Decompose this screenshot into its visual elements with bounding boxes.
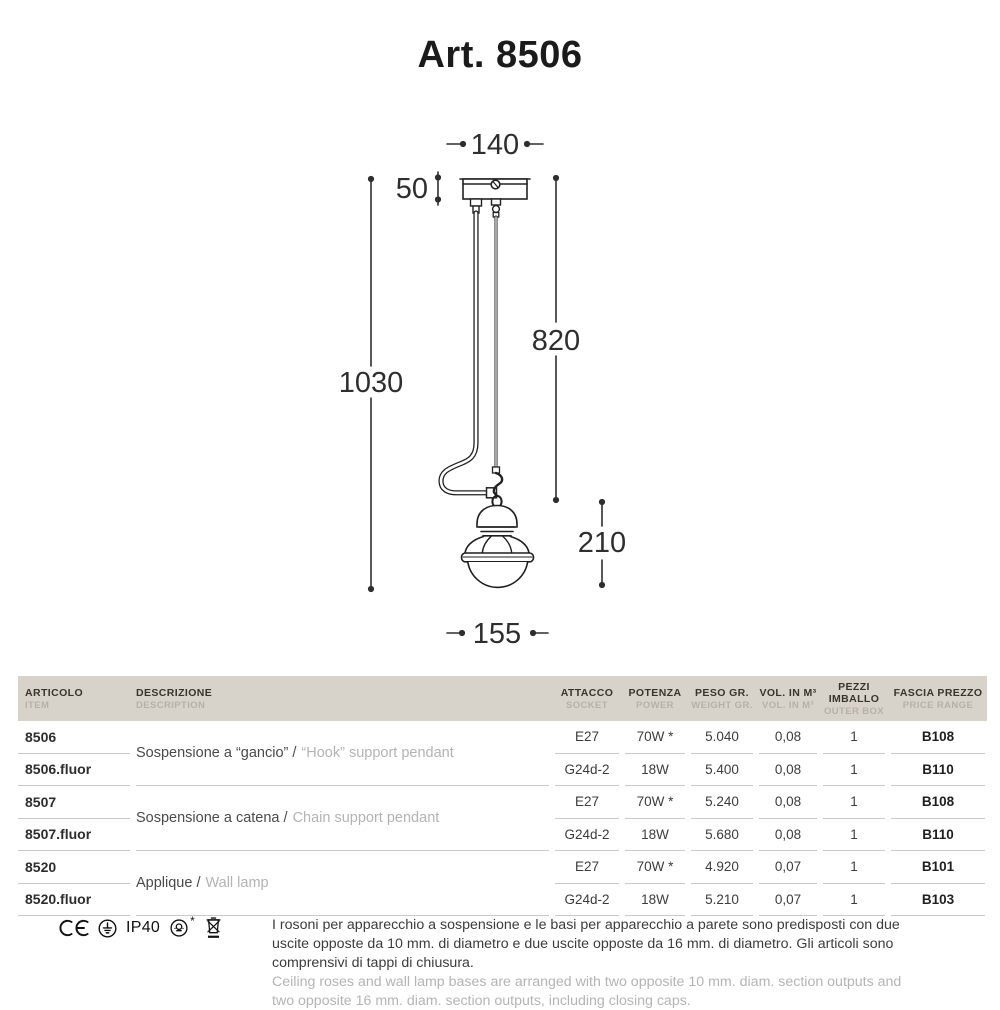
ce-mark-icon xyxy=(58,918,90,938)
class-i-earth-icon xyxy=(97,918,118,939)
header-descrizione: DESCRIZIONE DESCRIPTION xyxy=(136,687,213,711)
table-group xyxy=(18,721,987,786)
cable-drawing xyxy=(492,199,503,495)
item-code: 8507 xyxy=(18,786,130,819)
header-articolo: ARTICOLO ITEM xyxy=(25,687,84,711)
volume-value: 0,08 xyxy=(759,754,817,787)
header-attacco: ATTACCO SOCKET xyxy=(560,687,614,711)
svg-text:210: 210 xyxy=(577,527,627,559)
svg-text:820: 820 xyxy=(531,325,581,357)
weight-value: 5.210 xyxy=(691,884,753,917)
dimension-total-drop xyxy=(339,176,404,592)
price-range-value: B103 xyxy=(891,884,985,917)
header-volume: VOL. IN M³ VOL. IN M³ xyxy=(759,687,817,711)
dimension-lamp-height xyxy=(578,499,626,588)
weight-value: 5.040 xyxy=(691,721,753,754)
lamp-drawing xyxy=(462,496,534,587)
volume-value: 0,08 xyxy=(759,721,817,754)
socket-value: E27 xyxy=(555,786,619,819)
svg-text:155: 155 xyxy=(472,618,522,650)
socket-value: E27 xyxy=(555,721,619,754)
dimension-canopy-height xyxy=(396,172,441,205)
socket-value: E27 xyxy=(555,851,619,884)
volume-value: 0,08 xyxy=(759,786,817,819)
table-group xyxy=(18,786,987,851)
svg-text:1030: 1030 xyxy=(338,367,404,399)
svg-text:140: 140 xyxy=(470,129,520,161)
pieces-value: 1 xyxy=(823,884,885,917)
svg-text:50: 50 xyxy=(395,173,428,205)
price-range-value: B110 xyxy=(891,819,985,852)
technical-drawing xyxy=(320,100,650,660)
price-range-value: B108 xyxy=(891,786,985,819)
price-range-value: B108 xyxy=(891,721,985,754)
power-value: 70W * xyxy=(625,786,685,819)
canopy-drawing xyxy=(460,179,530,199)
weight-value: 5.680 xyxy=(691,819,753,852)
item-code: 8520 xyxy=(18,851,130,884)
power-value: 70W * xyxy=(625,721,685,754)
dimension-top-width xyxy=(447,129,543,161)
power-value: 18W xyxy=(625,754,685,787)
volume-value: 0,07 xyxy=(759,884,817,917)
header-fascia: FASCIA PREZZO PRICE RANGE xyxy=(893,687,983,711)
dimension-lamp-width xyxy=(447,618,548,650)
pieces-value: 1 xyxy=(823,721,885,754)
header-pezzi: PEZZI IMBALLO OUTER BOX xyxy=(823,681,885,717)
certification-row xyxy=(58,914,222,942)
note-italian: I rosoni per apparecchio a sospensione e le basi per apparecchio a parete sono predisposti con due uscite opposte da 10 mm. di diametro e due uscite opposte da 16 mm. di diametro. Gli articoli sono comprensivi di tappi di chiusura. xyxy=(272,917,900,971)
power-value: 70W * xyxy=(625,851,685,884)
pieces-value: 1 xyxy=(823,754,885,787)
item-code: 8506.fluor xyxy=(18,754,130,787)
pieces-value: 1 xyxy=(823,786,885,819)
price-range-value: B101 xyxy=(891,851,985,884)
item-description: Sospensione a catena / Chain support pendant xyxy=(136,786,549,851)
pieces-value: 1 xyxy=(823,851,885,884)
volume-value: 0,08 xyxy=(759,819,817,852)
footer-notes xyxy=(272,916,924,1010)
socket-value: G24d-2 xyxy=(555,884,619,917)
weee-bin-icon xyxy=(205,916,222,940)
header-potenza: POTENZA POWER xyxy=(628,687,682,711)
weight-value: 4.920 xyxy=(691,851,753,884)
socket-value: G24d-2 xyxy=(555,754,619,787)
volume-value: 0,07 xyxy=(759,851,817,884)
price-range-value: B110 xyxy=(891,754,985,787)
page-title: Art. 8506 xyxy=(417,34,583,76)
lamp-certification-icon xyxy=(169,918,189,938)
item-code: 8507.fluor xyxy=(18,819,130,852)
item-description: Applique / Wall lamp xyxy=(136,851,549,916)
table-header xyxy=(18,676,987,721)
note-english: Ceiling roses and wall lamp bases are arranged with two opposite 10 mm. diam. section outputs and two opposite 16 mm. diam. section outputs, including closing caps. xyxy=(272,973,902,1009)
tube-drawing xyxy=(441,199,497,498)
dimension-cable-drop xyxy=(532,175,580,503)
socket-value: G24d-2 xyxy=(555,819,619,852)
cert-asterisk: * xyxy=(190,914,195,928)
header-peso: PESO GR. WEIGHT GR. xyxy=(691,687,753,711)
power-value: 18W xyxy=(625,884,685,917)
weight-value: 5.240 xyxy=(691,786,753,819)
item-description: Sospensione a “gancio” / “Hook” support pendant xyxy=(136,721,549,786)
power-value: 18W xyxy=(625,819,685,852)
table-group xyxy=(18,851,987,916)
pieces-value: 1 xyxy=(823,819,885,852)
weight-value: 5.400 xyxy=(691,754,753,787)
spec-table xyxy=(18,676,987,916)
ip-rating: IP40 xyxy=(126,919,161,936)
item-code: 8506 xyxy=(18,721,130,754)
item-code: 8520.fluor xyxy=(18,884,130,917)
